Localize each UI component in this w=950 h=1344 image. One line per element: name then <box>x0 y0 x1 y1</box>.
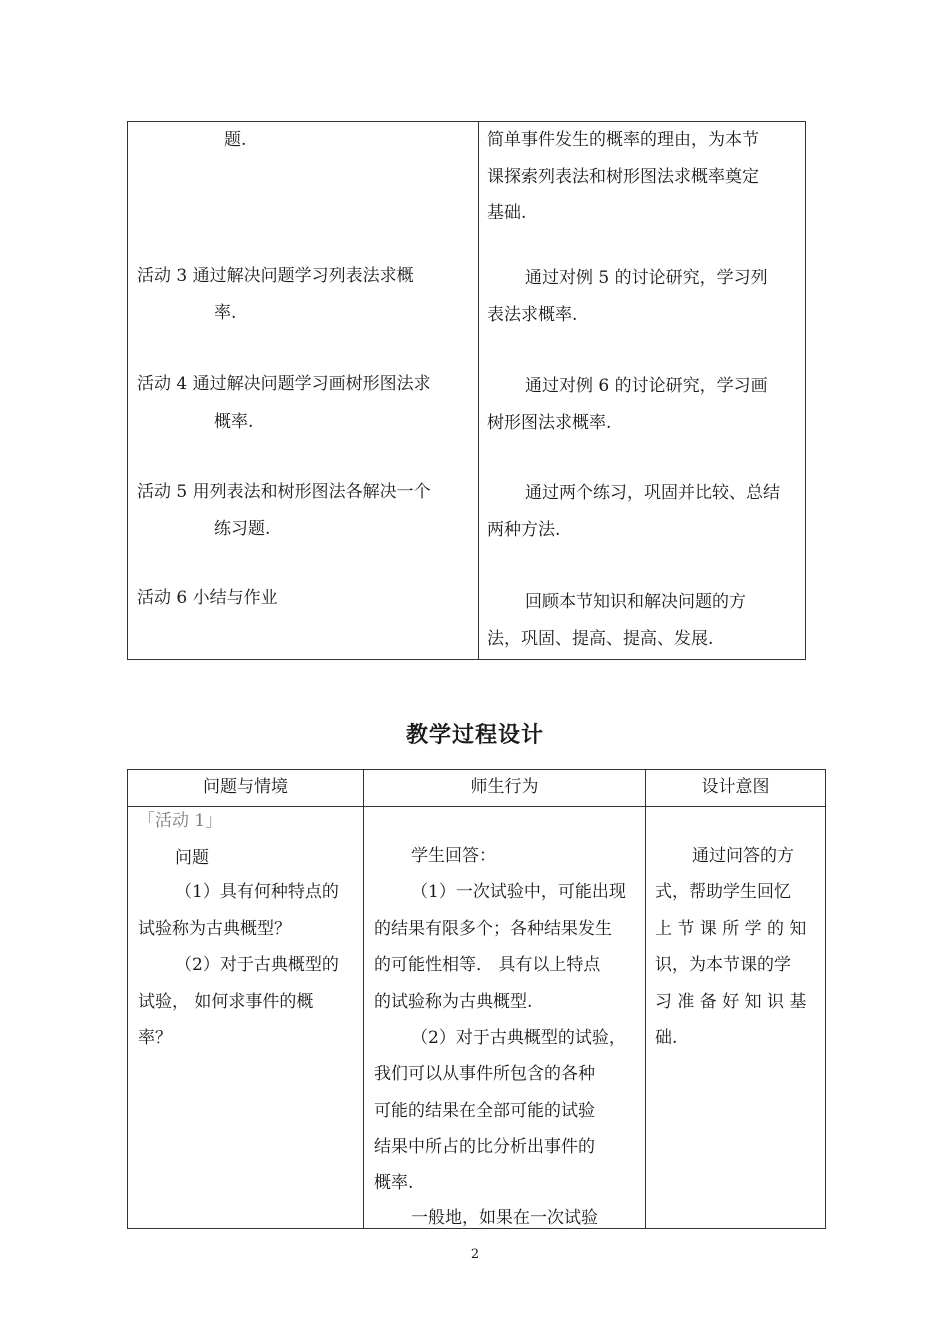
activity-5-line1: 活动 5 用列表法和树形图法各解决一个 <box>137 482 431 502</box>
intent-text: 表法求概率. <box>487 305 578 325</box>
page-number: 2 <box>470 1247 480 1262</box>
intent-text: 基础. <box>487 203 527 223</box>
header-problem: 问题与情境 <box>203 777 288 797</box>
intent-text: 识，为本节课的学 <box>655 955 791 975</box>
activity-4-line2: 概率. <box>214 412 254 432</box>
intent-text: 习 准 备 好 知 识 基 <box>655 992 807 1012</box>
header-rule <box>128 806 825 807</box>
intent-text: 础. <box>655 1028 678 1048</box>
behavior-text: 一般地，如果在一次试验 <box>411 1208 598 1228</box>
activity-4-line1: 活动 4 通过解决问题学习画树形图法求 <box>137 374 431 394</box>
activity-6-line1: 活动 6 小结与作业 <box>137 588 278 608</box>
intent-text: 简单事件发生的概率的理由，为本节 <box>487 130 759 150</box>
activity-5-line2: 练习题. <box>214 519 271 539</box>
column-divider <box>363 770 364 1228</box>
intent-text: 上 节 课 所 学 的 知 <box>655 919 807 939</box>
activity-table <box>127 121 806 660</box>
header-behavior: 师生行为 <box>470 777 539 797</box>
intent-column <box>479 122 805 659</box>
intent-text: 两种方法. <box>487 520 561 540</box>
intent-text: 通过对例 5 的讨论研究，学习列 <box>525 268 768 288</box>
section-title: 教学过程设计 <box>405 723 544 748</box>
problem-text: （2）对于古典概型的 <box>175 955 339 975</box>
intent-text: 通过问答的方 <box>692 846 794 866</box>
behavior-text: 结果中所占的比分析出事件的 <box>374 1137 595 1157</box>
behavior-text: 的试验称为古典概型. <box>374 992 533 1012</box>
activity-label: 「活动 1」 <box>138 811 223 831</box>
activity-text: 题. <box>224 130 247 150</box>
header-intent: 设计意图 <box>701 777 770 797</box>
behavior-text: 可能的结果在全部可能的试验 <box>374 1101 595 1121</box>
activity-3-line1: 活动 3 通过解决问题学习列表法求概 <box>137 266 414 286</box>
behavior-text: 学生回答： <box>411 846 496 866</box>
problem-text: 试验， 如何求事件的概 <box>138 992 314 1012</box>
behavior-text: （1）一次试验中，可能出现 <box>411 882 626 902</box>
intent-text: 课探索列表法和树形图法求概率奠定 <box>487 167 759 187</box>
behavior-text: （2）对于古典概型的试验， <box>411 1028 626 1048</box>
behavior-text: 概率. <box>374 1173 414 1193</box>
intent-text: 通过两个练习，巩固并比较、总结 <box>525 483 780 503</box>
behavior-text: 的可能性相等． 具有以上特点 <box>374 955 601 975</box>
intent-text: 式，帮助学生回忆 <box>655 882 791 902</box>
problem-text: 问题 <box>175 848 209 868</box>
problem-text: （1）具有何种特点的 <box>175 882 339 902</box>
behavior-text: 的结果有限多个；各种结果发生 <box>374 919 612 939</box>
activity-column <box>128 122 478 659</box>
column-divider <box>645 770 646 1228</box>
problem-text: 试验称为古典概型？ <box>138 919 291 939</box>
intent-text: 树形图法求概率. <box>487 413 612 433</box>
behavior-text: 我们可以从事件所包含的各种 <box>374 1064 595 1084</box>
process-table <box>127 769 826 1229</box>
intent-text: 法，巩固、提高、提高、发展. <box>487 629 714 649</box>
intent-text: 通过对例 6 的讨论研究，学习画 <box>525 376 768 396</box>
problem-text: 率？ <box>138 1028 172 1048</box>
intent-text: 回顾本节知识和解决问题的方 <box>525 592 746 612</box>
activity-3-line2: 率. <box>214 303 237 323</box>
